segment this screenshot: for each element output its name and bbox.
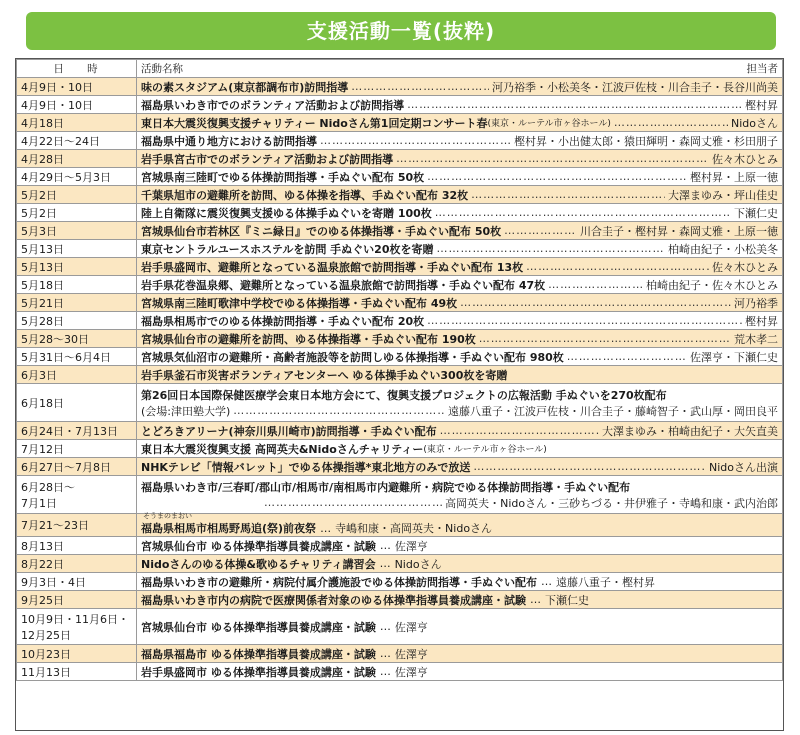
leader-dots: … <box>379 557 391 570</box>
row-date: 6月3日 <box>17 366 137 384</box>
row-date-line1: 6月28日〜 <box>21 480 75 494</box>
activity-line <box>141 387 778 403</box>
activity-line <box>141 367 778 383</box>
table-row <box>17 222 783 240</box>
row-date: 5月13日 <box>17 240 137 258</box>
activity-line <box>141 514 778 536</box>
row-date: 7月12日 <box>17 440 137 458</box>
activity-cell <box>137 330 783 348</box>
row-date: 5月3日 <box>17 222 137 240</box>
activity-people: 樫村昇・上原一徳 <box>690 170 778 184</box>
activity-cell <box>137 186 783 204</box>
row-date: 5月31日〜6月4日 <box>17 348 137 366</box>
leader-dots <box>567 350 687 363</box>
row-date: 9月3日・4日 <box>17 573 137 591</box>
activity-name: とどろきアリーナ(神奈川県川崎市)訪問指導・手ぬぐい配布 <box>141 424 437 438</box>
activity-name: 岩手県盛岡市 ゆる体操準指導員養成講座・試験 <box>141 665 376 679</box>
activity-line <box>141 205 778 221</box>
activity-name: 宮城県仙台市 ゆる体操準指導員養成講座・試験 <box>141 539 376 553</box>
activity-name: 宮城県気仙沼市の避難所・高齢者施設等を訪問しゆる体操指導・手ぬぐい配布 980枚 <box>141 350 564 364</box>
activity-cell <box>137 132 783 150</box>
page-title: 支援活動一覧(抜粋) <box>26 12 776 50</box>
row-date: 6月27日〜7月8日 <box>17 458 137 476</box>
activity-cell <box>137 348 783 366</box>
activity-name: 福島県福島市 ゆる体操準指導員養成講座・試験 <box>141 647 376 661</box>
leader-dots <box>407 98 742 111</box>
table-row <box>17 258 783 276</box>
activity-people: 遠藤八重子・江波戸佐枝・川合圭子・藤崎智子・武山厚・岡田良平 <box>448 404 778 418</box>
row-date: 4月9日・10日 <box>17 96 137 114</box>
activity-line <box>141 349 778 365</box>
activity-people: 寺嶋和康・高岡英夫・Nidoさん <box>335 522 493 535</box>
leader-dots <box>233 404 445 417</box>
row-date: 5月18日 <box>17 276 137 294</box>
table-row <box>17 330 783 348</box>
activity-cell <box>137 204 783 222</box>
activity-people: 河乃裕季 <box>734 296 778 310</box>
leader-dots <box>473 460 706 473</box>
activity-people: 荒木孝二 <box>734 332 778 346</box>
table-row <box>17 168 783 186</box>
activity-name: 福島県いわき市/三春町/郡山市/相馬市/南相馬市内避難所・病院でゆる体操訪問指導・手ぬぐい配布 <box>141 480 631 494</box>
activity-line <box>141 259 778 275</box>
activity-name: 福島県相馬市相馬野馬追(祭)前夜祭 <box>141 522 317 535</box>
table-row <box>17 458 783 476</box>
activity-line <box>141 331 778 347</box>
table-row <box>17 537 783 555</box>
row-date: 7月21〜23日 <box>17 514 137 537</box>
table-row <box>17 132 783 150</box>
activity-cell <box>137 168 783 186</box>
leader-dots <box>264 496 442 509</box>
activity-people: 樫村昇・小出健太郎・猿田輝明・森岡丈雅・杉田朋子 <box>514 134 778 148</box>
activity-cell <box>137 609 783 645</box>
activity-line <box>141 151 778 167</box>
activity-people: 柏崎由紀子・小松美冬 <box>668 242 778 256</box>
activity-cell <box>137 78 783 96</box>
table-row <box>17 384 783 422</box>
table-row <box>17 78 783 96</box>
leader-dots <box>504 224 577 237</box>
activity-people: Nidoさん出演 <box>709 460 778 474</box>
activity-cell <box>137 591 783 609</box>
leader-dots <box>440 424 599 437</box>
activity-name: 福島県いわき市の避難所・病院付属介護施設でゆる体操訪問指導・手ぬぐい配布 <box>141 575 537 589</box>
leader-dots <box>427 314 742 327</box>
activity-name: 千葉県旭市の避難所を訪問、ゆる体操を指導、手ぬぐい配布 32枚 <box>141 188 469 202</box>
activity-line <box>141 459 778 475</box>
activity-line <box>141 295 778 311</box>
row-date: 10月23日 <box>17 645 137 663</box>
activity-line <box>141 495 778 511</box>
leader-dots <box>471 188 665 201</box>
activity-name: 岩手県盛岡市、避難所となっている温泉旅館で訪問指導・手ぬぐい配布 13枚 <box>141 260 524 274</box>
activity-name: 陸上自衛隊に震災復興支援ゆる体操手ぬぐいを寄贈 100枚 <box>141 206 432 220</box>
table-row <box>17 514 783 537</box>
activity-cell <box>137 96 783 114</box>
leader-dots: … <box>530 593 541 606</box>
activity-people: 柏崎由紀子・佐々木ひとみ <box>646 278 778 292</box>
leader-dots: … <box>320 521 332 535</box>
activity-venue: (会場:津田塾大学) <box>141 404 231 418</box>
leader-dots: … <box>541 575 552 588</box>
table-row <box>17 663 783 681</box>
leader-dots: … <box>379 665 391 678</box>
row-date: 6月18日 <box>17 384 137 422</box>
table-row <box>17 294 783 312</box>
row-date <box>17 609 137 645</box>
activity-people: 川合圭子・樫村昇・森岡丈雅・上原一徳 <box>580 224 778 238</box>
activity-name: Nidoさんのゆる体操&歌ゆるチャリティ講習会 <box>141 557 376 571</box>
row-date: 4月29日〜5月3日 <box>17 168 137 186</box>
activity-name: 岩手県花巻温泉郷、避難所となっている温泉旅館で訪問指導・手ぬぐい配布 47枚 <box>141 278 546 292</box>
activity-people: 佐々木ひとみ <box>712 260 778 274</box>
furigana: そうまのまおい <box>143 512 192 520</box>
activity-line <box>141 115 778 131</box>
activity-line <box>141 479 778 495</box>
activity-line <box>141 441 778 457</box>
row-date <box>17 476 137 514</box>
activity-line <box>141 79 778 95</box>
row-date-line2: 7月1日 <box>21 496 57 510</box>
table-row <box>17 609 783 645</box>
leader-dots: … <box>379 620 391 633</box>
activity-cell <box>137 440 783 458</box>
activity-people: 大澤まゆみ・坪山佳史 <box>668 188 778 202</box>
row-date: 6月24日・7月13日 <box>17 422 137 440</box>
row-date: 4月18日 <box>17 114 137 132</box>
activity-line <box>141 556 778 572</box>
row-date: 8月13日 <box>17 537 137 555</box>
activity-cell <box>137 645 783 663</box>
activity-name: 福島県中通り地方における訪問指導 <box>141 134 317 148</box>
activity-line <box>141 241 778 257</box>
row-date-line2: 12月25日 <box>21 628 71 642</box>
row-date: 11月13日 <box>17 663 137 681</box>
activity-name: 東日本大震災復興支援チャリティー Nidoさん第1回定期コンサート春 <box>141 116 488 130</box>
activity-line <box>141 664 778 680</box>
activity-line <box>141 223 778 239</box>
activity-name: 第26回日本国際保健医療学会東日本地方会にて、復興支援プロジェクトの広報活動 手ぬぐいを270枚配布 <box>141 388 667 402</box>
table-row <box>17 276 783 294</box>
activity-name: NHKテレビ「情報バレット」でゆる体操指導*東北地方のみで放送 <box>141 460 471 474</box>
table-row <box>17 312 783 330</box>
activity-table <box>16 59 783 681</box>
row-date: 5月2日 <box>17 204 137 222</box>
activity-people: 佐々木ひとみ <box>712 152 778 166</box>
activity-cell <box>137 150 783 168</box>
activity-name: 宮城県南三陸町歌津中学校でゆる体操指導・手ぬぐい配布 49枚 <box>141 296 458 310</box>
activity-people: 佐澤亨・下瀬仁史 <box>690 350 778 364</box>
leader-dots <box>320 134 511 147</box>
table-row <box>17 645 783 663</box>
activity-name: 宮城県仙台市 ゆる体操準指導員養成講座・試験 <box>141 620 376 634</box>
leader-dots <box>614 116 728 129</box>
leader-dots <box>396 152 709 165</box>
row-date: 4月9日・10日 <box>17 78 137 96</box>
activity-name: 福島県いわき市内の病院で医療関係者対象のゆる体操準指導員養成講座・試験 <box>141 593 526 607</box>
activity-cell <box>137 514 783 537</box>
activity-line <box>141 646 778 662</box>
leader-dots <box>526 260 709 273</box>
table-row <box>17 366 783 384</box>
activity-people: 大澤まゆみ・柏崎由紀子・大矢直美 <box>602 424 778 438</box>
activity-line <box>141 97 778 113</box>
activity-line <box>141 133 778 149</box>
table-row <box>17 204 783 222</box>
activity-cell <box>137 422 783 440</box>
activity-cell <box>137 294 783 312</box>
leader-dots: … <box>379 539 391 552</box>
activity-line <box>141 619 778 635</box>
activity-cell <box>137 276 783 294</box>
row-date: 5月2日 <box>17 186 137 204</box>
activity-line <box>141 538 778 554</box>
activity-people: 遠藤八重子・樫村昇 <box>556 575 655 589</box>
activity-line <box>141 423 778 439</box>
header-people-label: 担当者 <box>746 63 778 75</box>
activity-name: 宮城県南三陸町でゆる体操訪問指導・手ぬぐい配布 50枚 <box>141 170 425 184</box>
row-date: 4月22日〜24日 <box>17 132 137 150</box>
table-row <box>17 240 783 258</box>
activity-name: 宮城県仙台市の避難所を訪問、ゆる体操指導・手ぬぐい配布 190枚 <box>141 332 476 346</box>
row-date: 5月28日 <box>17 312 137 330</box>
activity-people: 河乃裕季・小松美冬・江波戸佐枝・川合圭子・長谷川尚美 <box>492 80 778 94</box>
activity-cell <box>137 258 783 276</box>
table-row <box>17 348 783 366</box>
activity-table-frame <box>15 58 784 731</box>
activity-cell <box>137 555 783 573</box>
activity-line <box>141 403 778 419</box>
activity-people: 樫村昇 <box>745 98 778 112</box>
activity-people: 佐澤亨 <box>394 539 428 553</box>
leader-dots <box>427 170 687 183</box>
activity-line <box>141 313 778 329</box>
row-date: 5月21日 <box>17 294 137 312</box>
activity-name: 岩手県宮古市でのボランティア活動および訪問指導 <box>141 152 394 166</box>
leader-dots <box>460 296 731 309</box>
table-row <box>17 573 783 591</box>
activity-venue: (東京・ルーテル市ヶ谷ホール) <box>423 445 547 455</box>
table-row <box>17 555 783 573</box>
leader-dots <box>351 80 489 93</box>
table-row <box>17 96 783 114</box>
row-date: 8月22日 <box>17 555 137 573</box>
row-date: 5月13日 <box>17 258 137 276</box>
activity-name: 福島県相馬市でのゆる体操訪問指導・手ぬぐい配布 20枚 <box>141 314 425 328</box>
activity-name: 東京セントラルユースホステルを訪問 手ぬぐい20枚を寄贈 <box>141 242 434 256</box>
table-row <box>17 591 783 609</box>
activity-name: 宮城県仙台市若林区『ミニ緑日』でのゆる体操指導・手ぬぐい配布 50枚 <box>141 224 502 238</box>
activity-name: 東日本大震災復興支援 高岡英夫&Nidoさんチャリティー <box>141 442 424 456</box>
leader-dots: … <box>379 647 391 660</box>
activity-cell <box>137 312 783 330</box>
row-date-line1: 10月9日・11月6日・ <box>21 612 129 626</box>
activity-people: Nidoさん <box>731 116 778 130</box>
activity-people: 樫村昇 <box>745 314 778 328</box>
activity-line <box>141 592 778 608</box>
activity-line <box>141 187 778 203</box>
leader-dots <box>548 278 643 291</box>
activity-cell <box>137 222 783 240</box>
activity-cell <box>137 537 783 555</box>
activity-people: 下瀬仁史 <box>734 206 778 220</box>
activity-name: 福島県いわき市でのボランティア活動および訪問指導 <box>141 98 405 112</box>
activity-people: 佐澤亨 <box>394 620 428 634</box>
activity-cell <box>137 384 783 422</box>
activity-name-wrap <box>141 512 317 536</box>
activity-cell <box>137 366 783 384</box>
table-row <box>17 476 783 514</box>
activity-cell <box>137 458 783 476</box>
activity-cell <box>137 663 783 681</box>
activity-name: 岩手県釜石市災害ボランティアセンターへ ゆる体操手ぬぐい300枚を寄贈 <box>141 368 508 382</box>
activity-people: 高岡英夫・Nidoさん・三砂ちづる・井伊雅子・寺嶋和康・武内治郎 <box>445 496 778 510</box>
activity-people: 佐澤亨 <box>394 665 428 679</box>
activity-cell <box>137 476 783 514</box>
row-date: 5月28〜30日 <box>17 330 137 348</box>
table-row <box>17 150 783 168</box>
activity-venue: (東京・ルーテル市ヶ谷ホール) <box>487 119 611 129</box>
activity-people: Nidoさん <box>394 557 442 571</box>
activity-people: 佐澤亨 <box>394 647 428 661</box>
leader-dots <box>437 242 666 255</box>
table-header <box>17 60 783 78</box>
table-row <box>17 440 783 458</box>
table-row <box>17 422 783 440</box>
activity-name: 味の素スタジアム(東京都調布市)訪問指導 <box>141 80 349 94</box>
row-date: 4月28日 <box>17 150 137 168</box>
row-date: 9月25日 <box>17 591 137 609</box>
leader-dots <box>435 206 731 219</box>
activity-line <box>141 169 778 185</box>
table-row <box>17 114 783 132</box>
header-activity-label: 活動名称 <box>141 63 183 75</box>
table-row <box>17 186 783 204</box>
leader-dots <box>479 332 731 345</box>
header-date: 日 時 <box>17 60 137 78</box>
activity-cell <box>137 573 783 591</box>
activity-cell <box>137 240 783 258</box>
activity-cell <box>137 114 783 132</box>
activity-line <box>141 574 778 590</box>
activity-line <box>141 277 778 293</box>
header-activity <box>137 60 783 78</box>
activity-people: 下瀬仁史 <box>545 593 589 607</box>
table-body <box>17 78 783 681</box>
